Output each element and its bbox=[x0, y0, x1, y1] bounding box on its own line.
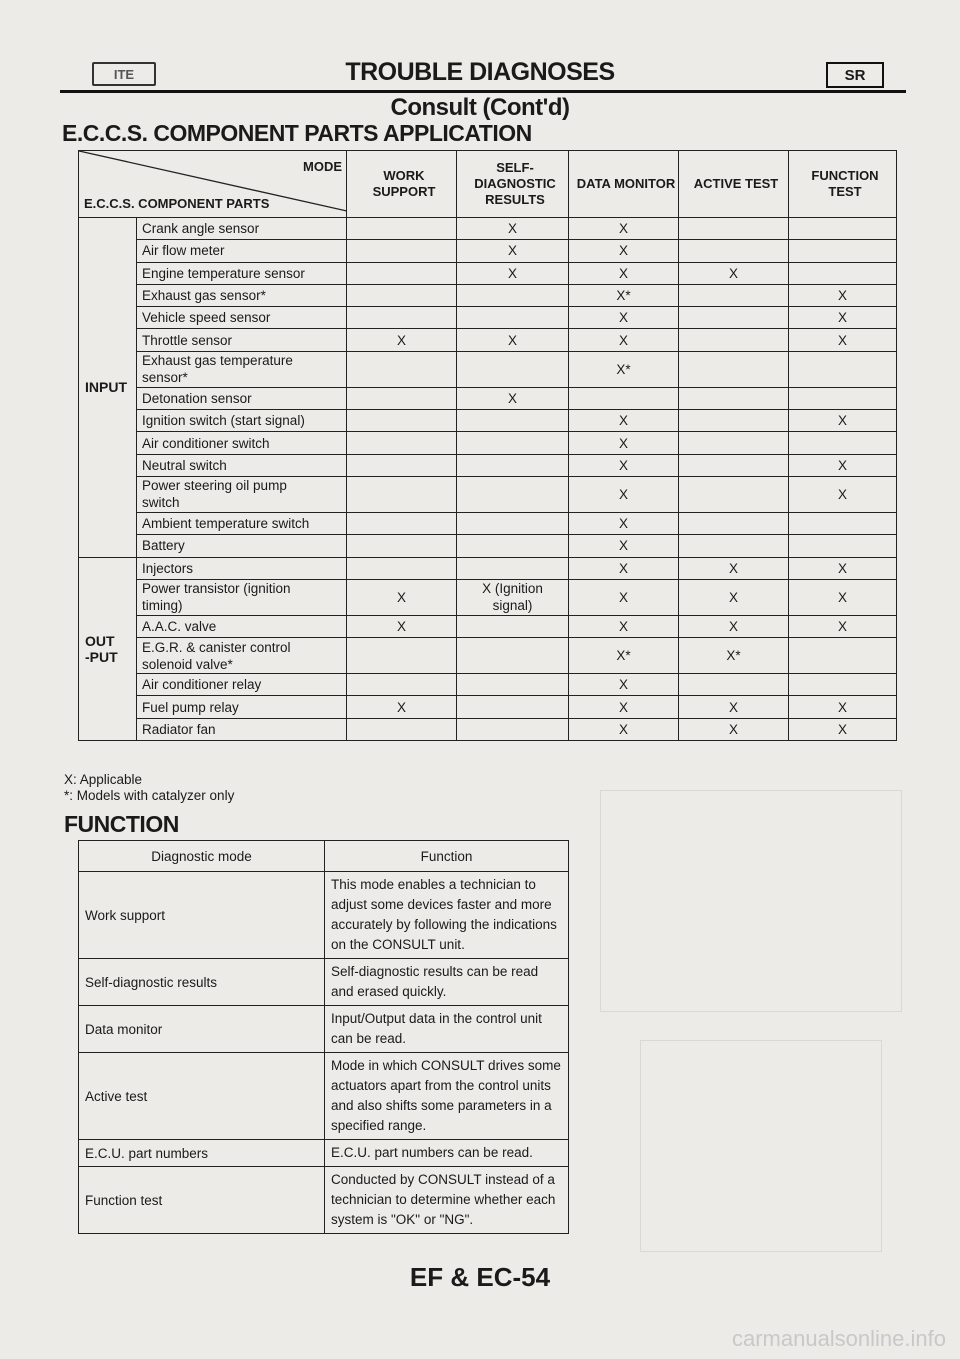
applicability-mark bbox=[679, 329, 789, 351]
show-through-box bbox=[600, 790, 902, 1012]
applicability-mark bbox=[789, 512, 897, 534]
function-table-body bbox=[79, 872, 569, 1234]
applicability-mark bbox=[457, 307, 569, 329]
diagnostic-mode: Work support bbox=[79, 872, 325, 959]
component-name: A.A.C. valve bbox=[137, 615, 347, 637]
applicability-mark bbox=[457, 696, 569, 718]
applicability-mark: X bbox=[347, 615, 457, 637]
applicability-mark bbox=[679, 674, 789, 696]
applicability-mark: X bbox=[347, 579, 457, 615]
function-description: Input/Output data in the control unit can be read. bbox=[325, 1006, 569, 1053]
component-name: Exhaust gas temperature sensor* bbox=[137, 351, 347, 387]
table-row bbox=[79, 351, 897, 387]
applicability-mark: X bbox=[347, 329, 457, 351]
diagnostic-mode: Self-diagnostic results bbox=[79, 959, 325, 1006]
diagnostic-mode: Data monitor bbox=[79, 1006, 325, 1053]
table-row bbox=[79, 696, 897, 718]
applicability-mark: X bbox=[457, 387, 569, 409]
component-name: Throttle sensor bbox=[137, 329, 347, 351]
applicability-mark bbox=[347, 432, 457, 454]
applicability-mark bbox=[569, 387, 679, 409]
function-description: Self-diagnostic results can be read and erased quickly. bbox=[325, 959, 569, 1006]
table-row bbox=[79, 1167, 569, 1234]
component-name: Crank angle sensor bbox=[137, 218, 347, 240]
function-description: This mode enables a technician to adjust some devices faster and more accurately by following the indications on the CONSULT unit. bbox=[325, 872, 569, 959]
applicability-mark: X* bbox=[569, 284, 679, 306]
applicability-mark bbox=[347, 240, 457, 262]
header-left-badge: ITE bbox=[92, 62, 156, 86]
func-header-function: Function bbox=[325, 841, 569, 872]
table-row bbox=[79, 454, 897, 476]
applicability-mark: X bbox=[569, 512, 679, 534]
diagnostic-mode: E.C.U. part numbers bbox=[79, 1140, 325, 1167]
applicability-mark bbox=[679, 218, 789, 240]
function-description: E.C.U. part numbers can be read. bbox=[325, 1140, 569, 1167]
applicability-mark bbox=[347, 284, 457, 306]
table-row bbox=[79, 674, 897, 696]
table-corner-header bbox=[79, 151, 347, 218]
applicability-mark bbox=[679, 387, 789, 409]
applicability-mark bbox=[457, 351, 569, 387]
applicability-mark bbox=[347, 351, 457, 387]
applicability-mark bbox=[347, 718, 457, 740]
applicability-mark bbox=[457, 454, 569, 476]
table-row bbox=[79, 615, 897, 637]
corner-mode-label: MODE bbox=[303, 159, 342, 174]
col-header-self-diagnostic: SELF-DIAGNOSTIC RESULTS bbox=[457, 151, 569, 218]
applicability-mark bbox=[347, 512, 457, 534]
applicability-mark: X bbox=[789, 454, 897, 476]
applicability-mark bbox=[457, 432, 569, 454]
component-table-body bbox=[79, 218, 897, 741]
applicability-mark: X bbox=[679, 718, 789, 740]
applicability-mark bbox=[789, 387, 897, 409]
applicability-mark: X bbox=[789, 718, 897, 740]
applicability-mark: X* bbox=[679, 638, 789, 674]
applicability-mark: X bbox=[679, 579, 789, 615]
corner-parts-label: E.C.C.S. COMPONENT PARTS bbox=[84, 196, 270, 211]
applicability-mark bbox=[679, 240, 789, 262]
applicability-mark: X bbox=[569, 329, 679, 351]
applicability-mark: X bbox=[569, 262, 679, 284]
applicability-mark: X bbox=[569, 218, 679, 240]
applicability-mark bbox=[457, 535, 569, 557]
component-name: Vehicle speed sensor bbox=[137, 307, 347, 329]
component-name: Air conditioner relay bbox=[137, 674, 347, 696]
component-name: Detonation sensor bbox=[137, 387, 347, 409]
group-label: INPUT bbox=[79, 218, 137, 558]
component-name: Ignition switch (start signal) bbox=[137, 410, 347, 432]
applicability-mark: X bbox=[679, 262, 789, 284]
header-right-badge: SR bbox=[826, 62, 884, 88]
table-row bbox=[79, 872, 569, 959]
applicability-mark bbox=[347, 387, 457, 409]
applicability-mark: X bbox=[569, 307, 679, 329]
applicability-mark bbox=[347, 307, 457, 329]
component-name: Ambient temperature switch bbox=[137, 512, 347, 534]
applicability-mark bbox=[457, 674, 569, 696]
applicability-mark bbox=[679, 512, 789, 534]
applicability-mark: X bbox=[789, 410, 897, 432]
function-description: Conducted by CONSULT instead of a technician to determine whether each system is "OK" or "NG". bbox=[325, 1167, 569, 1234]
applicability-mark bbox=[679, 454, 789, 476]
applicability-mark bbox=[679, 351, 789, 387]
applicability-mark bbox=[789, 218, 897, 240]
applicability-mark bbox=[789, 351, 897, 387]
table-row bbox=[79, 718, 897, 740]
applicability-mark: X bbox=[457, 240, 569, 262]
col-header-work-support: WORK SUPPORT bbox=[347, 151, 457, 218]
component-name: Air conditioner switch bbox=[137, 432, 347, 454]
applicability-mark: X bbox=[789, 329, 897, 351]
applicability-mark: X bbox=[789, 579, 897, 615]
function-description: Mode in which CONSULT drives some actuators apart from the control units and also shifts some parameters in a specified range. bbox=[325, 1053, 569, 1140]
applicability-mark bbox=[679, 284, 789, 306]
table-row bbox=[79, 1006, 569, 1053]
component-name: Fuel pump relay bbox=[137, 696, 347, 718]
applicability-mark bbox=[347, 410, 457, 432]
applicability-mark bbox=[457, 638, 569, 674]
applicability-mark: X bbox=[347, 696, 457, 718]
function-section-title: FUNCTION bbox=[64, 811, 179, 837]
component-name: Exhaust gas sensor* bbox=[137, 284, 347, 306]
applicability-mark bbox=[347, 674, 457, 696]
function-table bbox=[78, 840, 569, 1234]
table-row bbox=[79, 284, 897, 306]
applicability-mark bbox=[347, 557, 457, 579]
show-through-box bbox=[640, 1040, 882, 1252]
applicability-mark: X bbox=[569, 615, 679, 637]
applicability-mark bbox=[457, 718, 569, 740]
applicability-mark bbox=[789, 432, 897, 454]
applicability-mark bbox=[679, 535, 789, 557]
applicability-mark bbox=[789, 674, 897, 696]
applicability-mark bbox=[789, 262, 897, 284]
applicability-mark: X* bbox=[569, 351, 679, 387]
applicability-mark: X bbox=[569, 535, 679, 557]
component-name: Power steering oil pump switch bbox=[137, 476, 347, 512]
table-row bbox=[79, 329, 897, 351]
applicability-mark: X bbox=[569, 579, 679, 615]
group-label: OUT-PUT bbox=[79, 557, 137, 740]
applicability-mark bbox=[347, 638, 457, 674]
note-catalyzer: *: Models with catalyzer only bbox=[64, 788, 235, 803]
table-row bbox=[79, 307, 897, 329]
applicability-mark bbox=[347, 535, 457, 557]
component-application-table bbox=[78, 150, 897, 741]
applicability-mark bbox=[679, 307, 789, 329]
diagnostic-mode: Active test bbox=[79, 1053, 325, 1140]
applicability-mark: X bbox=[457, 329, 569, 351]
applicability-mark bbox=[457, 512, 569, 534]
note-applicable: X: Applicable bbox=[64, 772, 143, 787]
applicability-mark bbox=[789, 240, 897, 262]
table-row bbox=[79, 387, 897, 409]
applicability-mark bbox=[457, 476, 569, 512]
applicability-mark: X bbox=[789, 557, 897, 579]
col-header-active-test: ACTIVE TEST bbox=[679, 151, 789, 218]
applicability-mark: X bbox=[679, 696, 789, 718]
watermark: carmanualsonline.info bbox=[731, 1326, 946, 1351]
table-row bbox=[79, 557, 897, 579]
table-row bbox=[79, 512, 897, 534]
func-header-mode: Diagnostic mode bbox=[79, 841, 325, 872]
table-row bbox=[79, 535, 897, 557]
page-subtitle: Consult (Cont'd) bbox=[390, 94, 570, 121]
table-row bbox=[79, 959, 569, 1006]
applicability-mark: X bbox=[569, 557, 679, 579]
applicability-mark bbox=[457, 410, 569, 432]
applicability-mark: X bbox=[569, 454, 679, 476]
table-row bbox=[79, 262, 897, 284]
table-notes bbox=[64, 772, 234, 804]
table-row bbox=[79, 476, 897, 512]
applicability-mark: X (Ignition signal) bbox=[457, 579, 569, 615]
table-row bbox=[79, 579, 897, 615]
applicability-mark bbox=[457, 557, 569, 579]
col-header-function-test: FUNCTION TEST bbox=[789, 151, 897, 218]
applicability-mark: X bbox=[569, 674, 679, 696]
table-row bbox=[79, 410, 897, 432]
applicability-mark: X bbox=[789, 284, 897, 306]
component-name: Air flow meter bbox=[137, 240, 347, 262]
applicability-mark bbox=[347, 476, 457, 512]
applicability-mark bbox=[347, 454, 457, 476]
component-name: Neutral switch bbox=[137, 454, 347, 476]
table-row bbox=[79, 638, 897, 674]
applicability-mark: X bbox=[679, 557, 789, 579]
applicability-mark: X bbox=[679, 615, 789, 637]
applicability-mark: X bbox=[457, 218, 569, 240]
component-name: Battery bbox=[137, 535, 347, 557]
component-name: Injectors bbox=[137, 557, 347, 579]
applicability-mark bbox=[457, 284, 569, 306]
section-title: E.C.C.S. COMPONENT PARTS APPLICATION bbox=[62, 120, 532, 146]
table-row bbox=[79, 240, 897, 262]
header-rule bbox=[60, 90, 906, 93]
applicability-mark bbox=[347, 218, 457, 240]
applicability-mark: X bbox=[569, 718, 679, 740]
applicability-mark: X bbox=[569, 240, 679, 262]
applicability-mark bbox=[789, 535, 897, 557]
applicability-mark: X bbox=[569, 696, 679, 718]
applicability-mark: X bbox=[457, 262, 569, 284]
applicability-mark bbox=[679, 476, 789, 512]
applicability-mark: X bbox=[789, 476, 897, 512]
page-title: TROUBLE DIAGNOSES bbox=[345, 58, 615, 86]
table-row bbox=[79, 218, 897, 240]
applicability-mark: X bbox=[569, 432, 679, 454]
applicability-mark bbox=[347, 262, 457, 284]
applicability-mark bbox=[679, 432, 789, 454]
applicability-mark: X bbox=[789, 615, 897, 637]
applicability-mark bbox=[789, 638, 897, 674]
applicability-mark: X bbox=[789, 307, 897, 329]
applicability-mark: X bbox=[789, 696, 897, 718]
applicability-mark bbox=[457, 615, 569, 637]
applicability-mark: X* bbox=[569, 638, 679, 674]
component-name: Power transistor (ignition timing) bbox=[137, 579, 347, 615]
applicability-mark: X bbox=[569, 410, 679, 432]
component-name: Engine temperature sensor bbox=[137, 262, 347, 284]
page-number: EF & EC-54 bbox=[409, 1262, 551, 1292]
component-name: Radiator fan bbox=[137, 718, 347, 740]
component-name: E.G.R. & canister control solenoid valve* bbox=[137, 638, 347, 674]
table-row bbox=[79, 432, 897, 454]
applicability-mark bbox=[679, 410, 789, 432]
table-row bbox=[79, 1140, 569, 1167]
diagnostic-mode: Function test bbox=[79, 1167, 325, 1234]
table-row bbox=[79, 1053, 569, 1140]
col-header-data-monitor: DATA MONITOR bbox=[569, 151, 679, 218]
applicability-mark: X bbox=[569, 476, 679, 512]
